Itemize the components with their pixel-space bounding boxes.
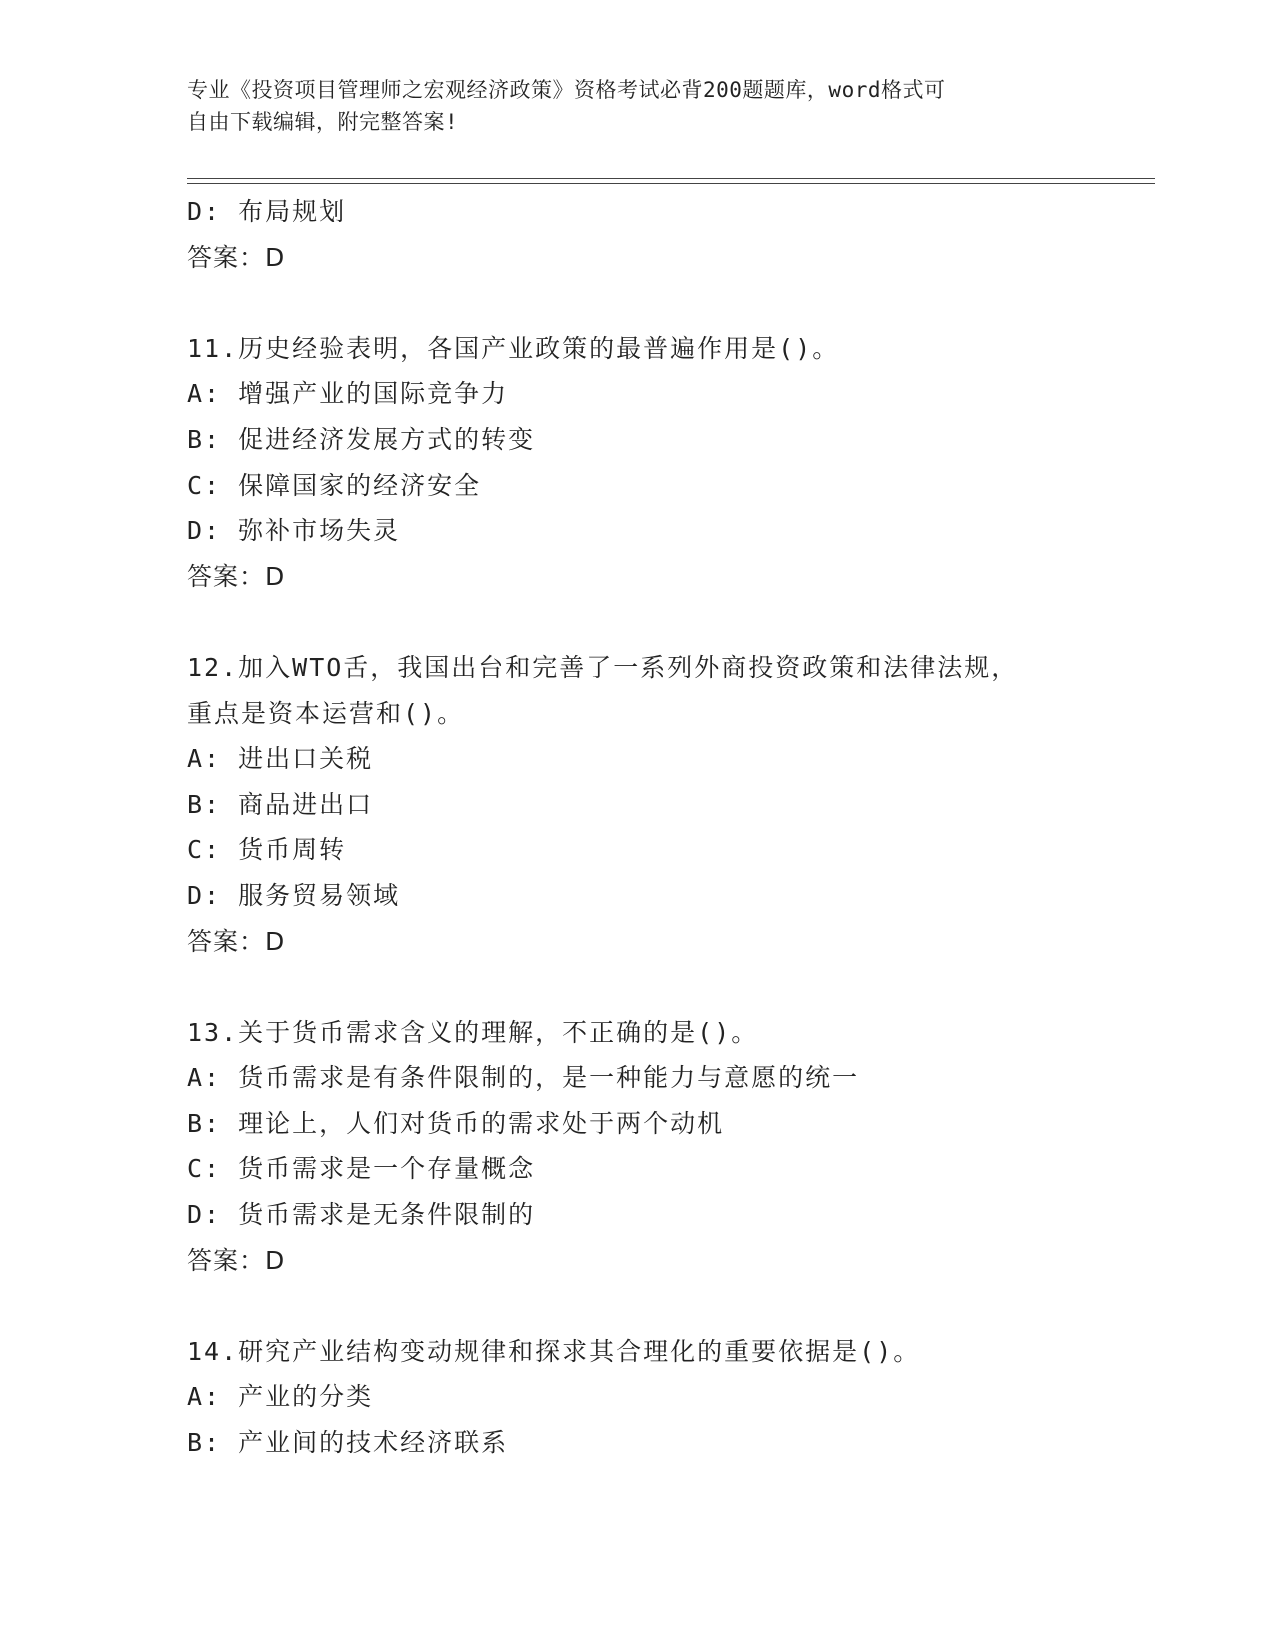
question-14-option-b: B: 产业间的技术经济联系 — [187, 1428, 509, 1458]
question-13-option-c: C: 货币需求是一个存量概念 — [187, 1154, 536, 1184]
question-13-stem: 13.关于货币需求含义的理解，不正确的是()。 — [187, 1017, 759, 1047]
question-13-option-a: A: 货币需求是有条件限制的，是一种能力与意愿的统一 — [187, 1063, 860, 1093]
question-13-option-b: B: 理论上，人们对货币的需求处于两个动机 — [187, 1108, 725, 1138]
question-12-option-c: C: 货币周转 — [187, 835, 347, 865]
question-14-option-a: A: 产业的分类 — [187, 1382, 374, 1412]
question-12-option-a: A: 进出口关税 — [187, 744, 374, 774]
spacer — [187, 599, 1087, 645]
header-line-1: 专业《投资项目管理师之宏观经济政策》资格考试必背200题题库，word格式可 — [187, 78, 946, 102]
question-list — [187, 189, 1087, 1466]
question-12-option-b: B: 商品进出口 — [187, 789, 374, 819]
prev-option-d: D: 布局规划 — [187, 197, 347, 226]
spacer — [187, 280, 1087, 326]
question-11-stem: 11.历史经验表明，各国产业政策的最普遍作用是()。 — [187, 333, 840, 363]
question-14-stem: 14.研究产业结构变动规律和探求其合理化的重要依据是()。 — [187, 1336, 921, 1366]
spacer — [187, 1283, 1087, 1329]
question-12-stem-line-1: 12.加入WTO舌，我国出台和完善了一系列外商投资政策和法律法规， — [187, 652, 1019, 682]
header-divider-top — [187, 178, 1155, 179]
question-11-option-c: C: 保障国家的经济安全 — [187, 470, 482, 500]
question-13-option-d: D: 货币需求是无条件限制的 — [187, 1200, 536, 1230]
question-11-option-b: B: 促进经济发展方式的转变 — [187, 424, 536, 454]
header-divider-bottom — [187, 183, 1155, 184]
header-line-2: 自由下载编辑，附完整答案! — [187, 110, 459, 134]
prev-answer: 答案：D — [187, 242, 286, 272]
document-header — [187, 74, 1067, 138]
question-13-answer: 答案：D — [187, 1245, 286, 1275]
question-12-stem-line-2: 重点是资本运营和()。 — [187, 698, 465, 728]
question-12-answer: 答案：D — [187, 926, 286, 956]
spacer — [187, 964, 1087, 1010]
question-11-option-d: D: 弥补市场失灵 — [187, 516, 401, 546]
question-12-option-d: D: 服务贸易领域 — [187, 880, 401, 910]
question-11-option-a: A: 增强产业的国际竞争力 — [187, 379, 509, 409]
question-11-answer: 答案：D — [187, 561, 286, 591]
